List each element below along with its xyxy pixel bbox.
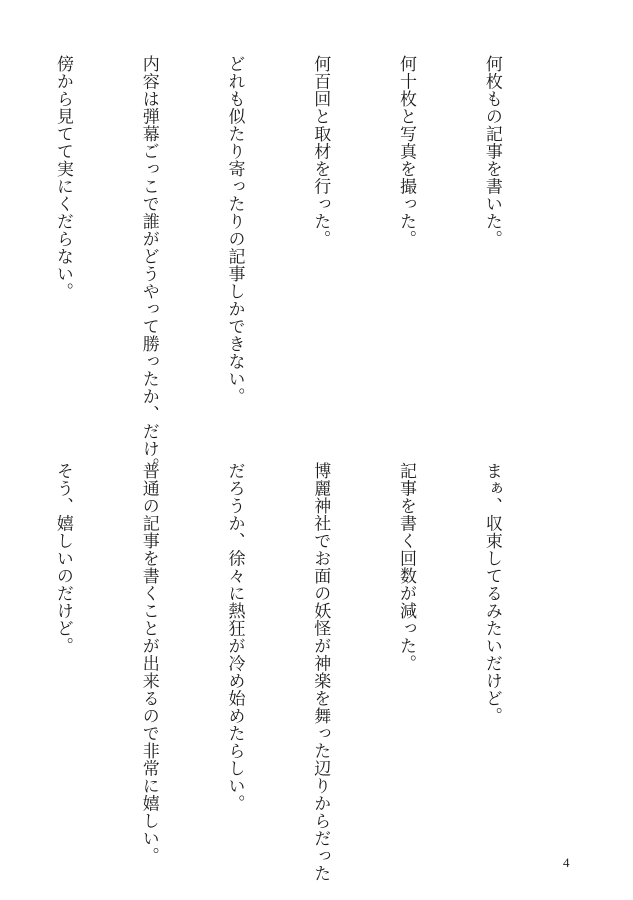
text-line: 記事を書く回数が減った。 (396, 462, 417, 672)
text-line: そう、嬉しいのだけど。 (52, 462, 73, 655)
text-line: 内容は弾幕ごっこで誰がどうやって勝ったか、だけ。 (138, 55, 159, 475)
text-line: どれも似たり寄ったりの記事しかできない。 (224, 55, 245, 405)
text-line: 何百回と取材を行った。 (310, 55, 331, 248)
text-line: 何十枚と写真を撮った。 (396, 55, 417, 248)
bottom-text-block (52, 462, 563, 882)
text-line: 傍から見てて実にくだらない。 (52, 55, 73, 300)
text-line: だろうか、徐々に熱狂が冷め始めたらしい。 (224, 462, 245, 812)
text-line: 普通の記事を書くことが出来るので非常に嬉しい。 (138, 462, 159, 865)
page-number: 4 (563, 855, 570, 870)
text-line: 博麗神社でお面の妖怪が神楽を舞った辺りからだった (310, 462, 331, 882)
text-line: 何枚もの記事を書いた。 (481, 55, 502, 248)
text-line: まぁ、収束してるみたいだけど。 (481, 462, 502, 725)
top-text-block (52, 55, 563, 475)
